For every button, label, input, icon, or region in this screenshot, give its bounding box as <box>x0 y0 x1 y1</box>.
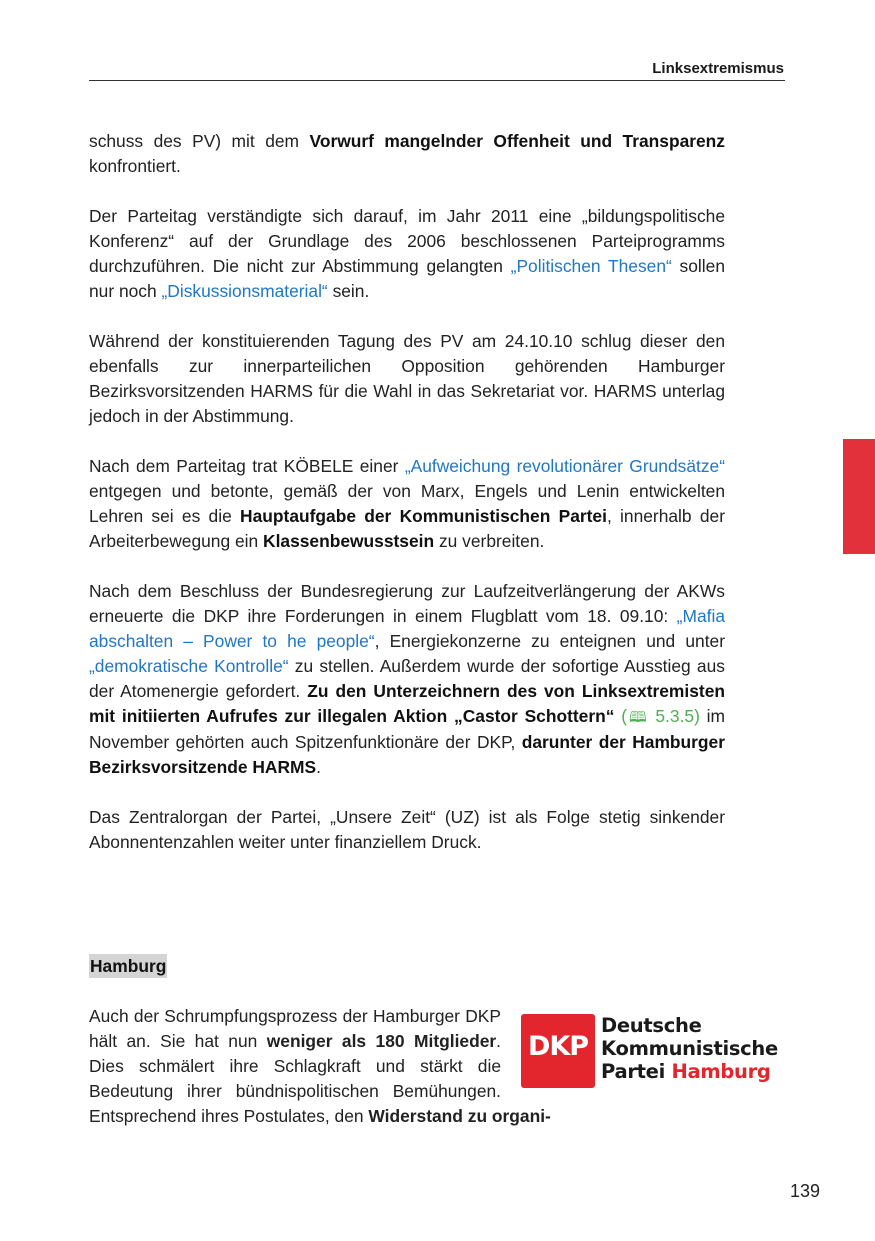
cross-reference-link[interactable]: (🕮 5.3.5) <box>614 706 700 726</box>
hamburg-section-body <box>89 1004 778 1129</box>
paragraph-1: schuss des PV) mit dem Vorwurf mangelnder Offenheit und Transparenz konfrontiert. <box>89 131 726 176</box>
paragraph-5: Nach dem Beschluss der Bundesregierung zur Laufzeitverlängerung der AKWs erneuerte die DKP ihre Forderungen in einem Flugblatt vom 18. 09.10: „Mafia abschalten – Power to he people“, Energiekonzerne zu enteignen und unter „demokratische Kontrolle“ zu stellen. Außerdem wurde der sofortige Ausstieg aus der Atomenergie gefordert. Zu den Unterzeichnern des von Linksextremisten mit initiierten Aufrufes zur illegalen Aktion „Castor Schottern“ (🕮 5.3.5) im November gehörten auch Spitzenfunktionäre der DKP, darunter der Hamburger Bezirksvorsitzende HARMS. <box>89 581 726 777</box>
emphasis: Vorwurf mangelnder Offenheit und Transparenz <box>309 131 726 151</box>
quote-link-politische-thesen[interactable]: „Politischen Thesen“ <box>510 256 672 276</box>
quote-link-demokratische-kontrolle[interactable]: „demokratische Kontrolle“ <box>89 656 289 676</box>
section-heading-hamburg: Hamburg <box>90 956 167 976</box>
quote-link-mafia-abschalten[interactable]: „Mafia abschalten – Power to he people“ <box>89 606 725 651</box>
quote-link-diskussionsmaterial[interactable]: „Diskussionsmaterial“ <box>161 281 328 301</box>
paragraph-2: Der Parteitag verständigte sich darauf, im Jahr 2011 eine „bildungspolitische Konferenz“ auf der Grundlage des 2006 beschlossenen Parteiprogramms durchzuführen. Die nicht zur Abstimmung gelangten „Politischen Thesen“ sollen nur noch „Diskussionsmaterial“ sein. <box>89 206 725 301</box>
paragraph-hamburg: Auch der Schrumpfungsprozess der Hamburger DKP hält an. Sie hat nun weniger als 180 Mitglieder. Dies schmälert ihre Schlagkraft und stärkt die Bedeutung ihrer bündnispolitischen Bemühungen. Entsprechend ihres Postulates, den Widerstand zu organi- <box>89 1006 551 1126</box>
logo-red-box: DKP <box>521 1014 595 1088</box>
emphasis: Zu den Unterzeichnern des von Linksextremisten mit initiierten Aufrufes zur illegalen Aktion „Castor Schottern“ <box>89 681 725 726</box>
body-text <box>89 129 725 855</box>
dkp-hamburg-logo <box>521 1008 785 1090</box>
header-divider <box>89 80 785 81</box>
emphasis: Klassenbewusstsein <box>263 531 435 551</box>
emphasis: weniger als 180 Mitglieder <box>266 1031 497 1051</box>
quote-link-aufweichung[interactable]: „Aufweichung revolutionärer Grundsätze“ <box>404 456 725 476</box>
paragraph-3: Während der konstituierenden Tagung des PV am 24.10.10 schlug dieser den ebenfalls zur innerparteilichen Opposition gehörenden Hamburger Bezirksvorsitzenden HARMS für die Wahl in das Sekretariat vor. HARMS unterlag jedoch in der Abstimmung. <box>89 331 725 426</box>
page-number: 139 <box>789 1181 820 1201</box>
paragraph-6: Das Zentralorgan der Partei, „Unsere Zeit“ (UZ) ist als Folge stetig sinkender Abonnentenzahlen weiter unter finanziellem Druck. <box>89 807 725 852</box>
emphasis: Hauptaufgabe der Kommunistischen Partei <box>240 506 607 526</box>
emphasis: darunter der Hamburger Bezirksvorsitzende HARMS <box>89 732 725 777</box>
running-header: Linksextremismus <box>652 60 784 77</box>
chapter-tab-marker <box>843 439 875 554</box>
logo-wordmark: Deutsche Kommunistische Partei Hamburg <box>601 1014 778 1083</box>
paragraph-4: Nach dem Parteitag trat KÖBELE einer „Aufweichung revolutionärer Grundsätze“ entgegen und betonte, gemäß der von Marx, Engels und Lenin entwickelten Lehren sei es die Hauptaufgabe der Kommunistischen Partei, innerhalb der Arbeiterbewegung ein Klassenbewusstsein zu verbreiten. <box>89 456 725 551</box>
emphasis: Widerstand zu organi- <box>368 1106 551 1126</box>
book-icon: 🕮 <box>627 708 649 726</box>
